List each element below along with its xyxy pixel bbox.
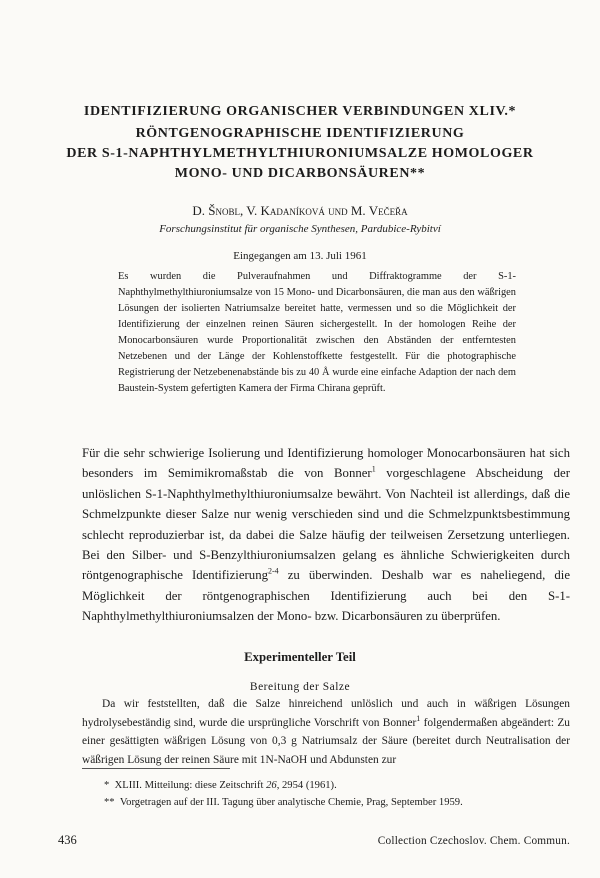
- method-text-a: Da wir feststellten, daß die Salze hinreichend unlöslich und auch in wäßrigen Lösungen hydrolysebeständig sind, wurde die ursprüngliche Vorschrift von Bonner: [82, 698, 570, 729]
- ref-2-4: 2-4: [268, 567, 279, 577]
- title-line-3: DER S-1-NAPHTHYLMETHYLTHIURONIUMSALZE HOMOLOGER: [66, 146, 534, 161]
- institution: Forschungsinstitut für organische Synthesen, Pardubice-Rybitví: [159, 223, 441, 235]
- page-number: 436: [58, 833, 77, 847]
- footnote-2-mark: **: [104, 797, 115, 808]
- footnote-1-text-a: XLIII. Mitteilung: diese Zeitschrift: [114, 780, 267, 791]
- footnote-rule: [82, 768, 230, 769]
- footnote-1: [104, 780, 564, 791]
- abstract: Es wurden die Pulveraufnahmen und Diffraktogramme der S-1-Naphthylmethylthiuroniumsalze von 15 Mono- und Dicarbonsäuren, die man aus den wäßrigen Lösungen der isolierten Natriumsalze bereitet hatte, vermessen und so die Möglichkeit der Identifizierung der einzelnen reinen Säuren sichergestellt. In der homologen Reihe der Monocarbonsäuren wurde Proportionalität zwischen den Abständen der entferntesten Netzebenen und der Länge der Kohlenstoffkette festgestellt. Für die photographische Registrierung der Netzebenenabstände bis zu 40 Å wurde eine einfache Adaption der nach dem Baustein-System gefertigten Kamera der Firma Chirana geprüft.: [118, 271, 516, 394]
- footnote-1-mark: *: [104, 780, 110, 791]
- footnote-1-volume: 26: [266, 780, 277, 791]
- intro-text-a: Für die sehr schwierige Isolierung und Identifizierung homologer Monocarbonsäuren hat sich besonders im Semimikromaßstab die von Bonner: [82, 446, 570, 481]
- footnote-2: [104, 797, 564, 808]
- ref-1: 1: [371, 465, 376, 475]
- title-line-4: MONO- UND DICARBONSÄUREN**: [174, 166, 426, 181]
- method-text-b: folgendermaßen abgeändert: Zu einer gesättigten wäßrigen Lösung von 0,3 g Natriumsalz der Säure (bereitet durch Neutralisation der wäßrigen Lösung der reinen Säure mit 1N-NaOH und Abdunsten zur: [82, 716, 570, 766]
- received-date: Eingegangen am 13. Juli 1961: [233, 250, 367, 262]
- footnote-1-text-b: , 2954 (1961).: [276, 780, 337, 791]
- intro-text-c: zu überwinden. Deshalb war es naheliegend, die Möglichkeit der röntgenographischen Identifizierung auch bei den S-1-Naphthylmethylthiuroniumsalzen der Mono- bzw. Dicarbonsäuren zu überprüfen.: [82, 568, 571, 624]
- title-line-2: RÖNTGENOGRAPHISCHE IDENTIFIZIERUNG: [135, 126, 465, 141]
- title-line-1: IDENTIFIZIERUNG ORGANISCHER VERBINDUNGEN XLIV.*: [83, 104, 517, 119]
- method-paragraph: [82, 695, 570, 769]
- section-heading: Experimenteller Teil: [244, 650, 356, 664]
- ref-1-b: 1: [416, 713, 421, 723]
- journal-name: Collection Czechoslov. Chem. Commun.: [377, 835, 570, 847]
- subsection-heading: Bereitung der Salze: [249, 681, 351, 693]
- intro-text-b: vorgeschlagene Abscheidung der unlöslichen S-1-Naphthylmethylthiuroniumsalze bewährt. Von Nachteil ist allerdings, daß die Schmelzpunkte dieser Salze nur wenig verschieden sind und die Schmelzpunktsbestimmung schlecht reproduzierbar ist, da dabei die Salze häufig der teilweisen Zersetzung unterliegen. Bei den Silber- und S-Benzylthiuroniumsalzen gelang es ähnliche Schwierigkeiten durch röntgenographische Identifizierung: [82, 466, 570, 583]
- intro-paragraph: [82, 443, 570, 627]
- footnote-2-text: Vorgetragen auf der III. Tagung über analytische Chemie, Prag, September 1959.: [119, 797, 463, 808]
- authors: D. Šnobl, V. Kadaníková und M. Večeřa: [192, 203, 408, 218]
